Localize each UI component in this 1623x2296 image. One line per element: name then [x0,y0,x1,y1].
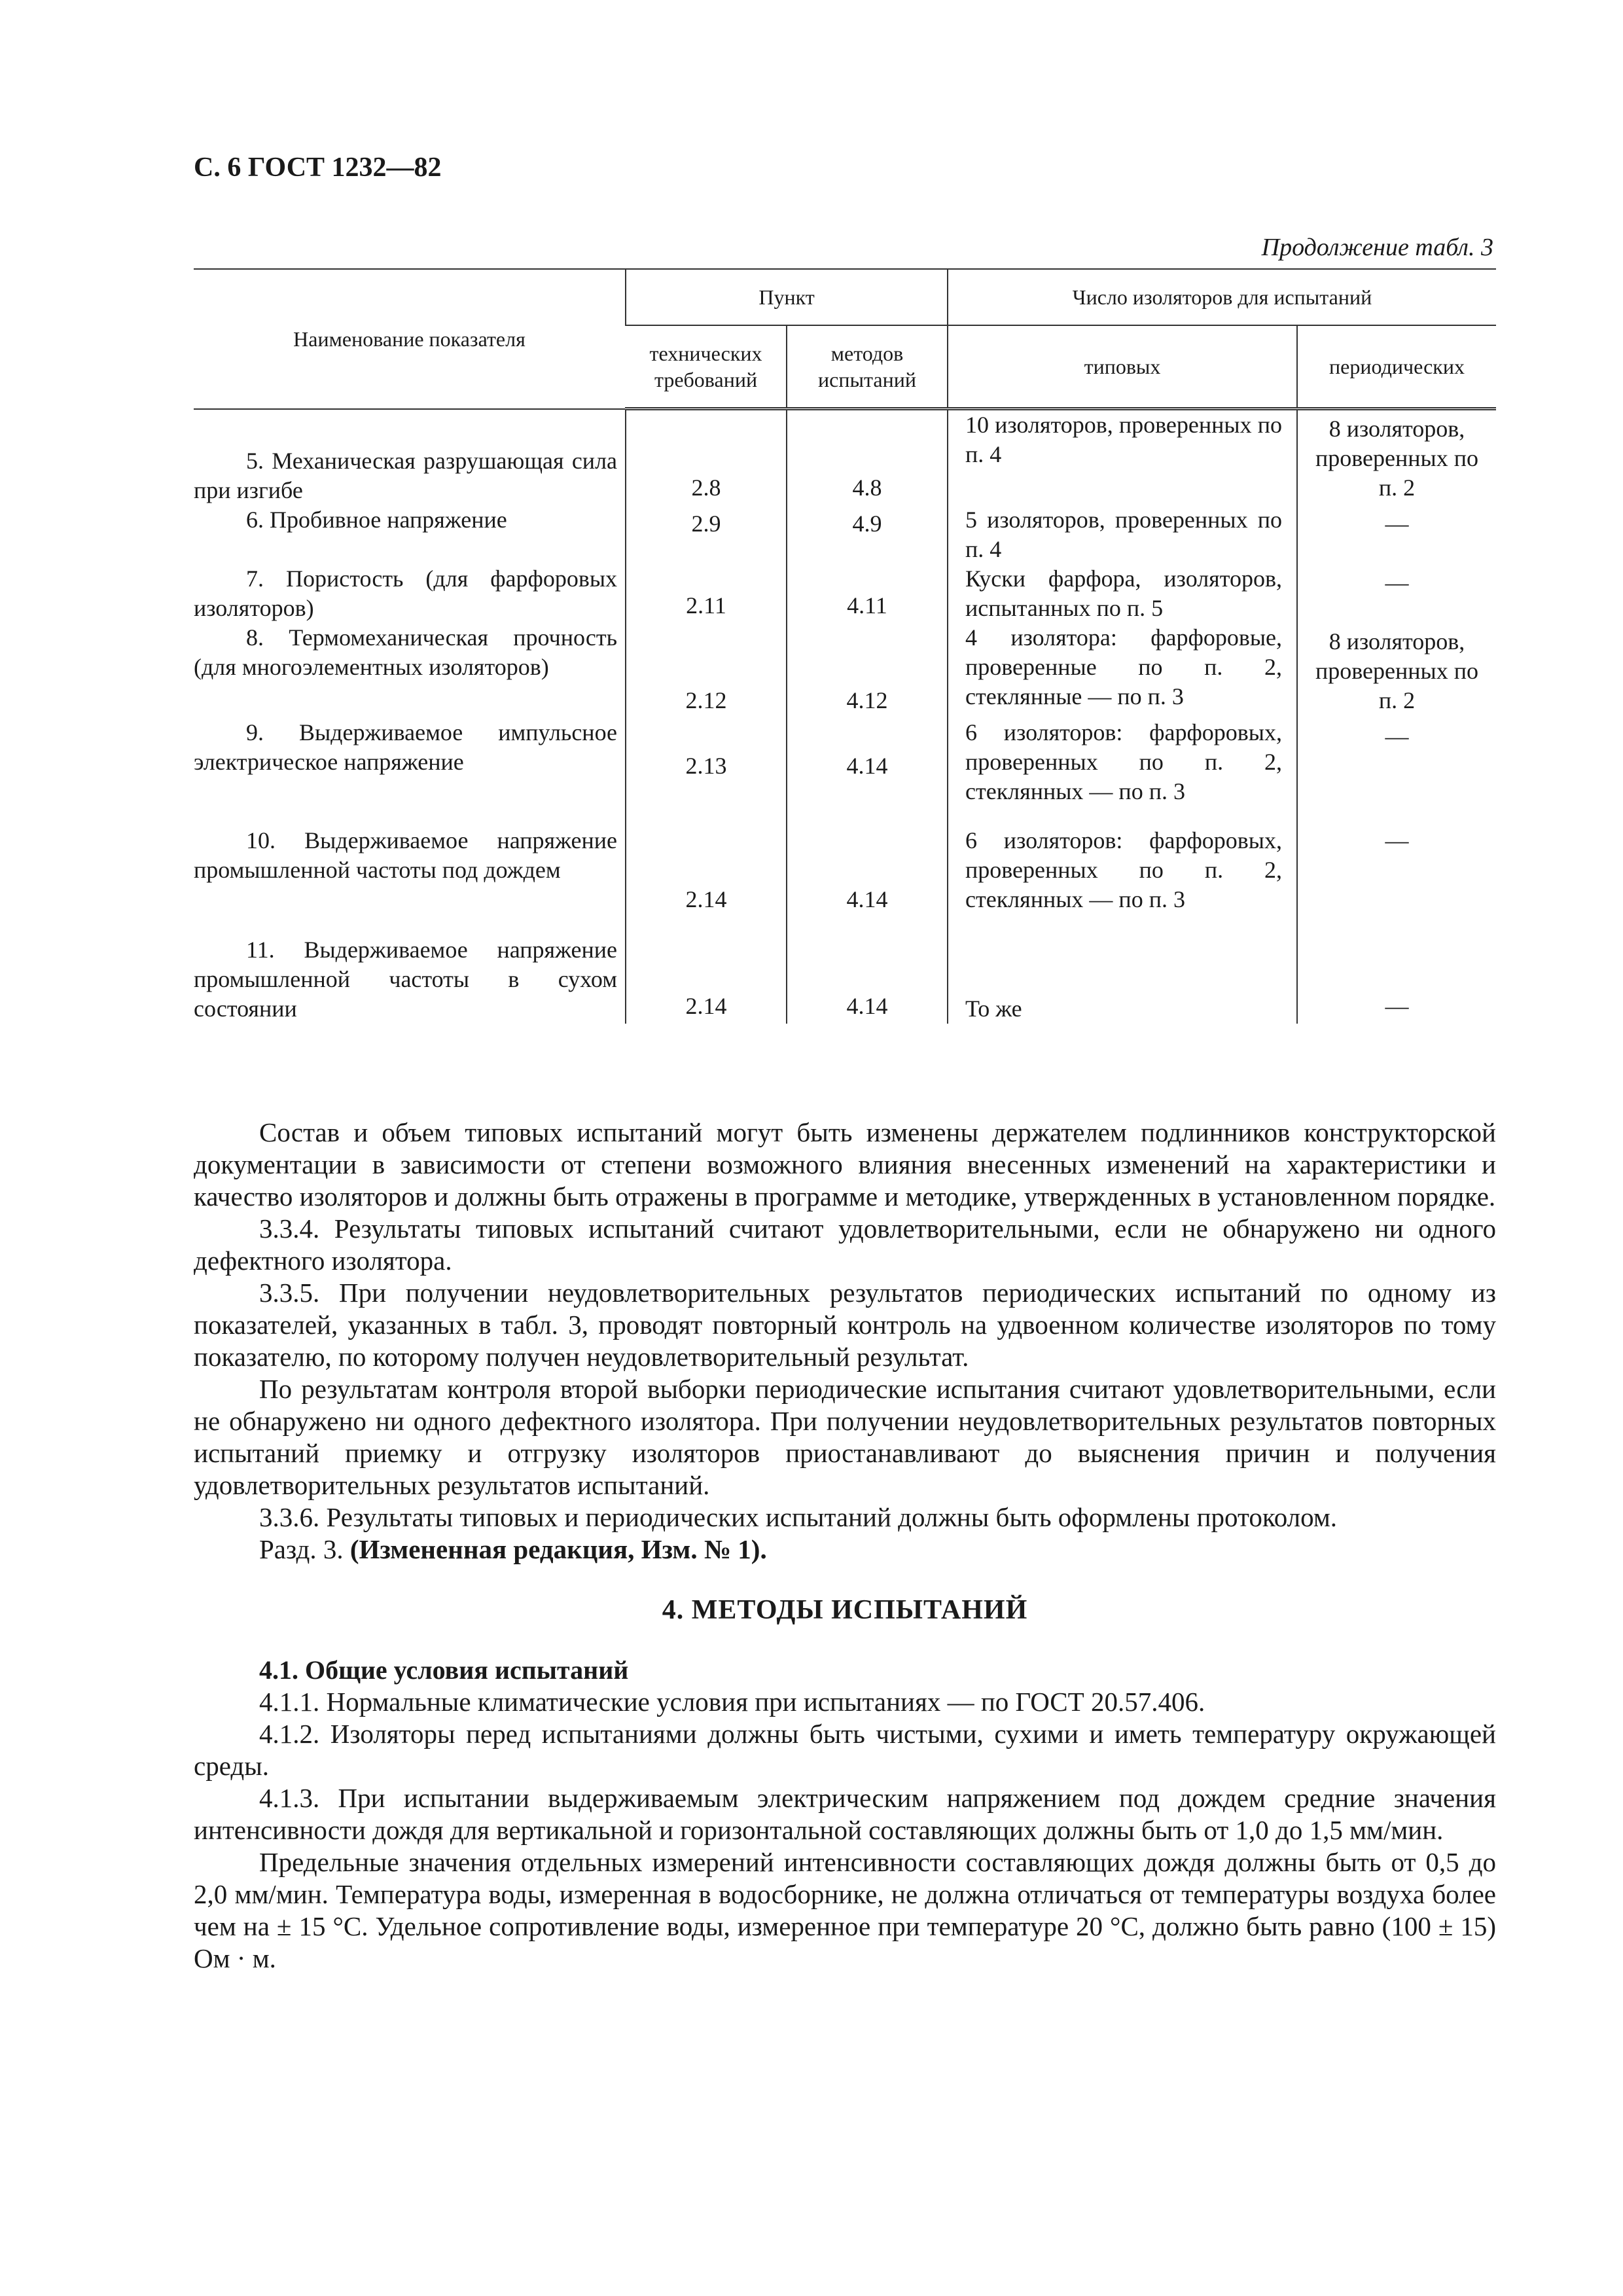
row-name: 11. Выдерживаемое напряжение промышленной частоты в сухом состоянии [194,937,617,1022]
table-row [194,718,1496,806]
table-row [194,505,1496,564]
paragraph: Состав и объем типовых испытаний могут быть изменены держателем подлинников конструкторской документации в зависимости от степени возможного влияния внесенных изменений на характеристики и качество изоляторов и должны быть отражены в программе и методике, утвержденных в установленном порядке. [194,1117,1496,1211]
amendment-bold: (Измененная редакция, Изм. № 1). [349,1534,767,1564]
row-name: 6. Пробивное напряжение [246,507,507,533]
row-tech: 2.11 [626,564,787,623]
table-3 [194,268,1496,1024]
paragraph-4-1-3: 4.1.3. При испытании выдерживаемым электрическим напряжением под дождем средние значения интенсивности дождя для вертикальной и горизонтальной составляющих должны быть от 1,0 до 1,5 мм/мин. [194,1783,1496,1845]
row-typical: 10 изоляторов, проверенных по п. 4 [948,409,1297,506]
row-tech: 2.14 [626,806,787,917]
paragraph: Предельные значения отдельных измерений интенсивности составляющих дождя должны быть от 0,5 до 2,0 мм/мин. Температура воды, измеренная в водосборнике, не должна отличаться от температуры воздуха более чем на ± 15 °С. Удельное сопротивление воды, измеренное при температуре 20 °С, должно быть равно (100 ± 15) Ом · м. [194,1847,1496,1973]
row-tech: 2.9 [626,505,787,564]
row-name: 7. Пористость (для фарфоровых изоляторов) [194,565,618,621]
row-periodic: — [1297,564,1496,623]
row-typical: То же [948,917,1297,1024]
row-tech: 2.8 [626,409,787,506]
row-method: 4.9 [787,505,948,564]
table-row [194,806,1496,917]
body-text [194,1117,1496,1975]
header-punkt: Пункт [626,269,948,325]
row-name: 8. Термомеханическая прочность (для многоэлементных изоляторов) [194,624,618,680]
header-periodic: периодических [1297,325,1496,409]
row-periodic: — [1297,505,1496,564]
header-name: Наименование показателя [194,269,626,409]
table-row [194,623,1496,718]
row-method: 4.14 [787,806,948,917]
table-row [194,917,1496,1024]
paragraph-3-3-5: 3.3.5. При получении неудовлетворительных результатов периодических испытаний по одному из показателей, указанных в табл. 3, проводят повторный контроль на удвоенном количестве изоляторов по тому показателю, по которому получен неудовлетворительный результат. [194,1278,1496,1372]
row-typical: 5 изоляторов, проверенных по п. 4 [948,505,1297,564]
paragraph-4-1-2: 4.1.2. Изоляторы перед испытаниями должны быть чистыми, сухими и иметь температуру окружающей среды. [194,1719,1496,1781]
row-periodic: 8 изоляторов, проверенных по п. 2 [1297,623,1496,718]
table-row [194,409,1496,506]
row-typical: 4 изолятора: фарфоровые, проверенные по п. 2, стеклянные — по п. 3 [948,623,1297,718]
row-periodic: 8 изоляторов, проверенных по п. 2 [1297,409,1496,506]
header-count: Число изоляторов для испытаний [948,269,1496,325]
header-typical: типовых [948,325,1297,409]
section-title: 4. МЕТОДЫ ИСПЫТАНИЙ [662,1595,1028,1625]
paragraph-4-1-1: 4.1.1. Нормальные климатические условия при испытаниях — по ГОСТ 20.57.406. [259,1687,1205,1717]
row-typical: 6 изоляторов: фарфоровых, проверенных по п. 2, стеклянных — по п. 3 [948,806,1297,917]
row-method: 4.8 [787,409,948,506]
row-name: 5. Механическая разрушающая сила при изгибе [194,448,618,503]
row-tech: 2.13 [626,718,787,806]
table-row [194,564,1496,623]
table-continuation-caption: Продолжение табл. 3 [1261,234,1493,261]
row-method: 4.11 [787,564,948,623]
row-tech: 2.14 [626,917,787,1024]
row-tech: 2.12 [626,623,787,718]
header-tech-requirements: технических требований [626,325,787,409]
subsection-title: 4.1. Общие условия испытаний [259,1655,629,1685]
row-periodic: — [1297,917,1496,1024]
row-periodic: — [1297,806,1496,917]
row-method: 4.14 [787,917,948,1024]
paragraph-3-3-6: 3.3.6. Результаты типовых и периодических испытаний должны быть оформлены протоколом. [259,1502,1338,1532]
row-name: 9. Выдерживаемое импульсное электрическое напряжение [194,719,617,775]
paragraph: По результатам контроля второй выборки периодические испытания считают удовлетворительными, если не обнаружено ни одного дефектного изолятора. При получении неудовлетворительных результатов повторных испытаний приемку и отгрузку изоляторов приостанавливают до выяснения причин и получения удовлетворительных результатов испытаний. [194,1374,1496,1500]
row-typical: 6 изоляторов: фарфоровых, проверенных по п. 2, стеклянных — по п. 3 [948,718,1297,806]
row-method: 4.14 [787,718,948,806]
row-typical: Куски фарфора, изоляторов, испытанных по п. 5 [948,564,1297,623]
row-name: 10. Выдерживаемое напряжение промышленной частоты под дождем [194,827,618,883]
header-test-methods: методов испытаний [787,325,948,409]
row-method: 4.12 [787,623,948,718]
row-periodic: — [1297,718,1496,806]
page-header: С. 6 ГОСТ 1232—82 [194,152,442,183]
amendment-note: Разд. 3. (Измененная редакция, Изм. № 1). [259,1534,767,1564]
paragraph-3-3-4: 3.3.4. Результаты типовых испытаний считают удовлетворительными, если не обнаружено ни одного дефектного изолятора. [194,1213,1496,1276]
